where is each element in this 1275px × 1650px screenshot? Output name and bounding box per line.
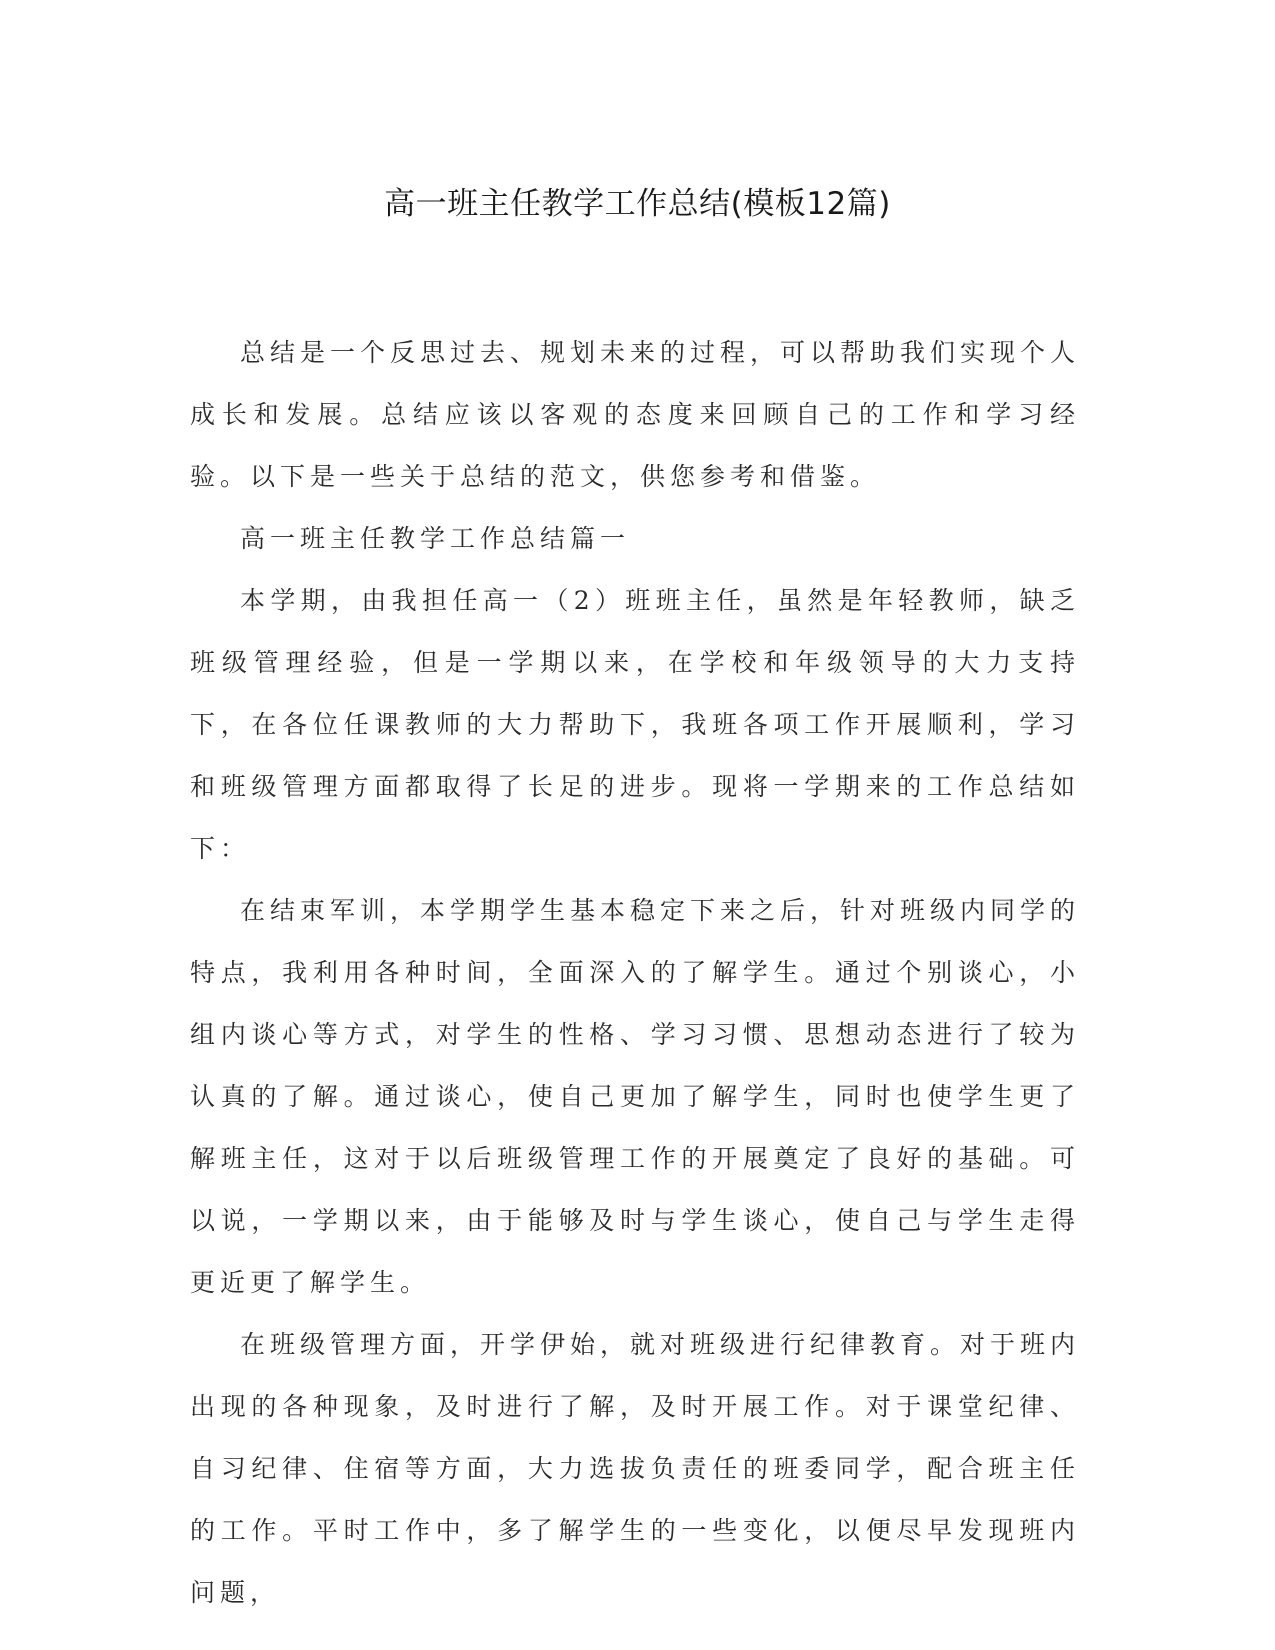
document-title: 高一班主任教学工作总结(模板12篇) <box>384 186 891 222</box>
body-paragraph: 本学期，由我担任高一（2）班班主任，虽然是年轻教师，缺乏班级管理经验，但是一学期以来，在学校和年级领导的大力支持下，在各位任课教师的大力帮助下，我班各项工作开展顺利，学习和班级管理方面都取得了长足的进步。现将一学期来的工作总结如下： <box>190 586 1080 863</box>
body-paragraph: 在结束军训，本学期学生基本稳定下来之后，针对班级内同学的特点，我利用各种时间，全面深入的了解学生。通过个别谈心，小组内谈心等方式，对学生的性格、学习习惯、思想动态进行了较为认真的了解。通过谈心，使自己更加了解学生，同时也使学生更了解班主任，这对于以后班级管理工作的开展奠定了良好的基础。可以说，一学期以来，由于能够及时与学生谈心，使自己与学生走得更近更了解学生。 <box>190 896 1081 1297</box>
document-body <box>190 322 1080 1624</box>
intro-paragraph: 总结是一个反思过去、规划未来的过程，可以帮助我们实现个人成长和发展。总结应该以客观的态度来回顾自己的工作和学习经验。以下是一些关于总结的范文，供您参考和借鉴。 <box>190 338 1081 491</box>
body-paragraph: 在班级管理方面，开学伊始，就对班级进行纪律教育。对于班内出现的各种现象，及时进行了解，及时开展工作。对于课堂纪律、自习纪律、住宿等方面，大力选拔负责任的班委同学，配合班主任的工作。平时工作中，多了解学生的一些变化，以便尽早发现班内问题， <box>190 1330 1081 1607</box>
section-heading: 高一班主任教学工作总结篇一 <box>240 524 631 553</box>
